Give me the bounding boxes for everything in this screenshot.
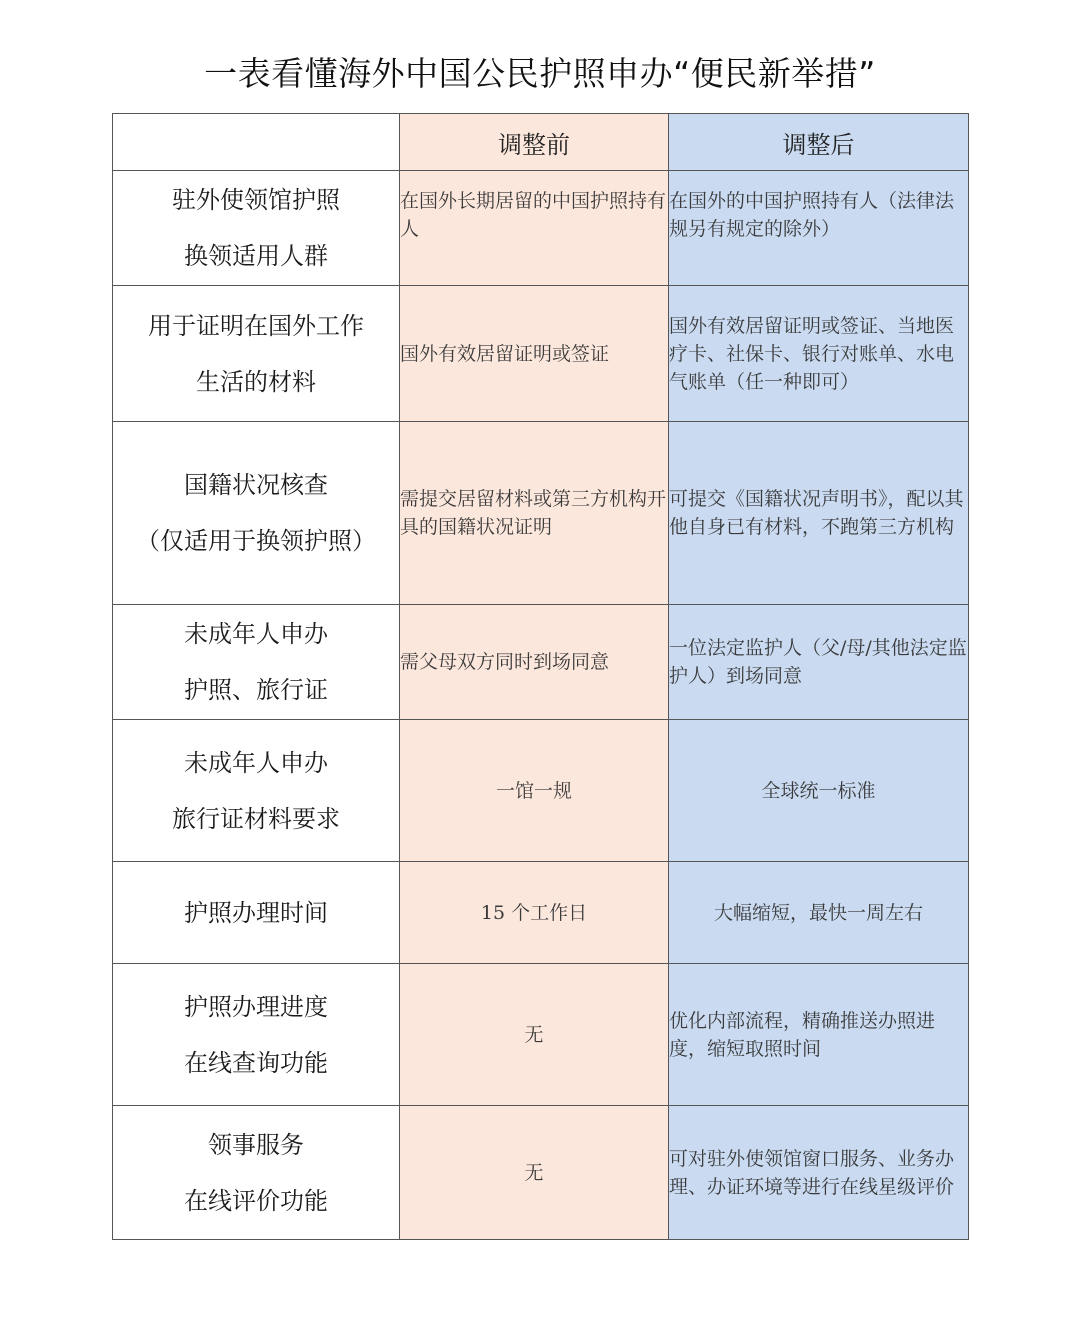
row-item: 用于证明在国外工作 生活的材料: [113, 286, 400, 422]
row-after: 优化内部流程，精确推送办照进度，缩短取照时间: [669, 964, 969, 1106]
row-after: 可提交《国籍状况声明书》，配以其他自身已有材料，不跑第三方机构: [669, 422, 969, 605]
row-before: 无: [400, 964, 669, 1106]
row-before: 国外有效居留证明或签证: [400, 286, 669, 422]
table-row: [113, 720, 969, 862]
row-item: 国籍状况核查 （仅适用于换领护照）: [113, 422, 400, 605]
comparison-table: [112, 113, 969, 1240]
table-row: [113, 964, 969, 1106]
table-row: [113, 605, 969, 720]
row-item: 领事服务 在线评价功能: [113, 1106, 400, 1240]
row-before: 一馆一规: [400, 720, 669, 862]
row-item: 未成年人申办 旅行证材料要求: [113, 720, 400, 862]
row-before: 无: [400, 1106, 669, 1240]
row-item: 护照办理进度 在线查询功能: [113, 964, 400, 1106]
row-item: 护照办理时间: [113, 862, 400, 964]
table-row: [113, 422, 969, 605]
row-after: 大幅缩短，最快一周左右: [669, 862, 969, 964]
row-after: 国外有效居留证明或签证、当地医疗卡、社保卡、银行对账单、水电气账单（任一种即可）: [669, 286, 969, 422]
page-title: 一表看懂海外中国公民护照申办“便民新举措”: [204, 54, 876, 93]
row-before: 需提交居留材料或第三方机构开具的国籍状况证明: [400, 422, 669, 605]
row-before: 15 个工作日: [400, 862, 669, 964]
row-item: 驻外使领馆护照 换领适用人群: [113, 171, 400, 286]
row-after: 全球统一标准: [669, 720, 969, 862]
table-row: [113, 171, 969, 286]
row-before: 在国外长期居留的中国护照持有人: [400, 171, 669, 286]
table-row: [113, 1106, 969, 1240]
row-after: 在国外的中国护照持有人（法律法规另有规定的除外）: [669, 171, 969, 286]
header-after: 调整后: [669, 114, 969, 171]
table-row: [113, 862, 969, 964]
row-after: 一位法定监护人（父/母/其他法定监护人）到场同意: [669, 605, 969, 720]
header-item: [113, 114, 400, 171]
row-after: 可对驻外使领馆窗口服务、业务办理、办证环境等进行在线星级评价: [669, 1106, 969, 1240]
header-before: 调整前: [400, 114, 669, 171]
table-header-row: [113, 114, 969, 171]
row-before: 需父母双方同时到场同意: [400, 605, 669, 720]
row-item: 未成年人申办 护照、旅行证: [113, 605, 400, 720]
table-row: [113, 286, 969, 422]
